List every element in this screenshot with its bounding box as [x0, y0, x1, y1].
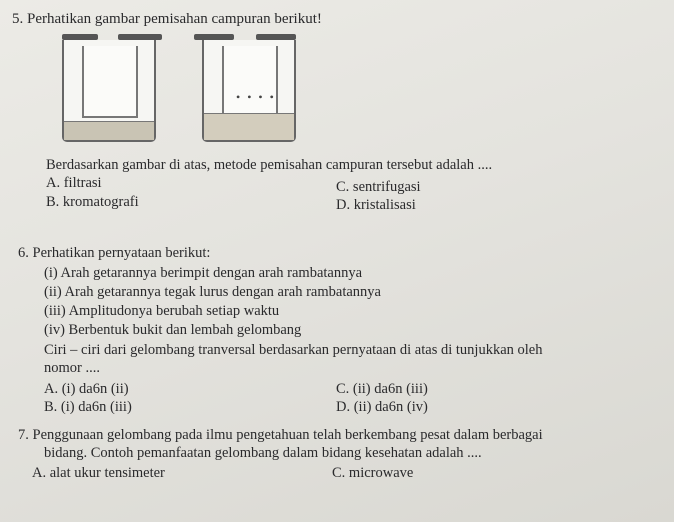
- q7-option-c: C. microwave: [332, 465, 414, 481]
- funnel-left: [82, 46, 138, 118]
- beaker-left: [62, 40, 156, 142]
- rim-right-b: [256, 34, 296, 40]
- funnel-right: [222, 46, 278, 118]
- q6-statement-3: (iii) Amplitudonya berubah setiap waktu: [44, 303, 280, 319]
- q6-question-line2: nomor ....: [44, 360, 100, 376]
- beaker-right: [202, 40, 296, 142]
- q6-statement-2: (ii) Arah getarannya tegak lurus dengan arah rambatannya: [44, 284, 381, 300]
- q5-option-c: C. sentrifugasi: [336, 179, 421, 195]
- sediment-left: [64, 121, 154, 140]
- sediment-right: [204, 113, 294, 140]
- particle-dots: • • • •: [236, 90, 276, 104]
- rim-left-b: [118, 34, 162, 40]
- separation-figure: [62, 30, 312, 150]
- rim-right-a: [194, 34, 234, 40]
- q6-statement-4: (iv) Berbentuk bukit dan lembah gelombang: [44, 322, 302, 338]
- q6-option-b: B. (i) da6n (iii): [44, 399, 132, 415]
- question-7-line1: 7. Penggunaan gelombang pada ilmu pengetahuan telah berkembang pesat dalam berbagai: [18, 427, 543, 443]
- question-6-prompt: 6. Perhatikan pernyataan berikut:: [18, 245, 211, 261]
- q5-option-b: B. kromatografi: [46, 194, 139, 210]
- q5-option-a: A. filtrasi: [46, 175, 102, 191]
- question-7-line2: bidang. Contoh pemanfaatan gelombang dalam bidang kesehatan adalah ....: [44, 445, 482, 461]
- q6-question-line1: Ciri – ciri dari gelombang tranversal berdasarkan pernyataan di atas di tunjukkan oleh: [44, 342, 543, 358]
- q6-option-d: D. (ii) da6n (iv): [336, 399, 428, 415]
- question-5-prompt: 5. Perhatikan gambar pemisahan campuran berikut!: [12, 11, 322, 27]
- q6-option-a: A. (i) da6n (ii): [44, 381, 129, 397]
- q5-option-d: D. kristalisasi: [336, 197, 416, 213]
- rim-left-a: [62, 34, 98, 40]
- question-5-text: Berdasarkan gambar di atas, metode pemisahan campuran tersebut adalah ....: [46, 157, 493, 173]
- q6-option-c: C. (ii) da6n (iii): [336, 381, 428, 397]
- q7-option-a: A. alat ukur tensimeter: [32, 465, 165, 481]
- q6-statement-1: (i) Arah getarannya berimpit dengan arah rambatannya: [44, 265, 363, 281]
